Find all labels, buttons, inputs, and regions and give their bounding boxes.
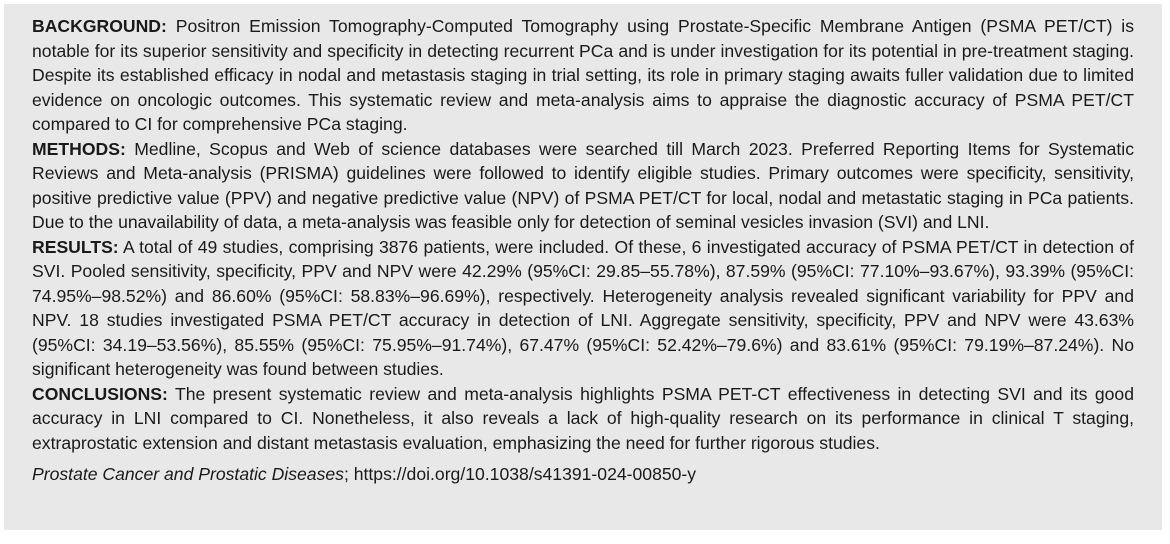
background-heading: BACKGROUND: (32, 16, 167, 36)
methods-heading: METHODS: (32, 138, 126, 159)
abstract-box (4, 4, 1162, 530)
journal-name: Prostate Cancer and Prostatic Diseases (32, 464, 344, 484)
abstract-results (32, 235, 1134, 382)
abstract-background (32, 14, 1134, 137)
results-text: A total of 49 studies, comprising 3876 patients, were included. Of these, 6 investigated accuracy of PSMA PET/CT in detection of SVI. Pooled sensitivity, specificity, PPV and NPV were 42.29% (95%CI: 29.85–55.78%), 87.59% (95%CI: 77.10%–93.67%), 93.39% (95%CI: 74.95%–98.52%) and 86.60% (95%CI: 58.83%–96.69%), respectively. Heterogeneity analysis revealed significant variability for PPV and NPV. 18 studies investigated PSMA PET/CT accuracy in detection of LNI. Aggregate sensitivity, specificity, PPV and NPV were 43.63% (95%CI: 34.19–53.56%), 85.55% (95%CI: 75.95%–91.74%), 67.47% (95%CI: 52.42%–79.6%) and 83.61% (95%CI: 79.19%–87.24%). No significant heterogeneity was found between studies. (32, 236, 1134, 379)
methods-text: Medline, Scopus and Web of science databases were searched till March 2023. Preferred Reporting Items for Systematic Reviews and Meta-analysis (PRISMA) guidelines were followed to identify eligible studies. Primary outcomes were specificity, sensitivity, positive predictive value (PPV) and negative predictive value (NPV) of PSMA PET/CT for local, nodal and metastatic staging in PCa patients. Due to the unavailability of data, a meta-analysis was feasible only for detection of seminal vesicles invasion (SVI) and LNI. (32, 138, 1134, 232)
citation-line (32, 462, 1134, 487)
conclusions-text: The present systematic review and meta-analysis highlights PSMA PET-CT effectiveness in detecting SVI and its good accuracy in LNI compared to CI. Nonetheless, it also reveals a lack of high-quality research on its performance in clinical T staging, extraprostatic extension and distant metastasis evaluation, emphasizing the need for further rigorous studies. (32, 383, 1134, 453)
results-heading: RESULTS: (32, 236, 119, 257)
citation-separator: ; (343, 464, 354, 484)
doi-link[interactable]: https://doi.org/10.1038/s41391-024-00850-y (353, 464, 697, 484)
abstract-conclusions (32, 382, 1134, 456)
conclusions-heading: CONCLUSIONS: (32, 383, 168, 404)
background-text: Positron Emission Tomography-Computed Tomography using Prostate-Specific Membrane Antigen (PSMA PET/CT) is notable for its superior sensitivity and specificity in detecting recurrent PCa and is under investigation for its potential in pre-treatment staging. Despite its established efficacy in nodal and metastasis staging in trial setting, its role in primary staging awaits fuller validation due to limited evidence on oncologic outcomes. This systematic review and meta-analysis aims to appraise the diagnostic accuracy of PSMA PET/CT compared to CI for comprehensive PCa staging. (32, 16, 1134, 134)
abstract-methods (32, 137, 1134, 235)
